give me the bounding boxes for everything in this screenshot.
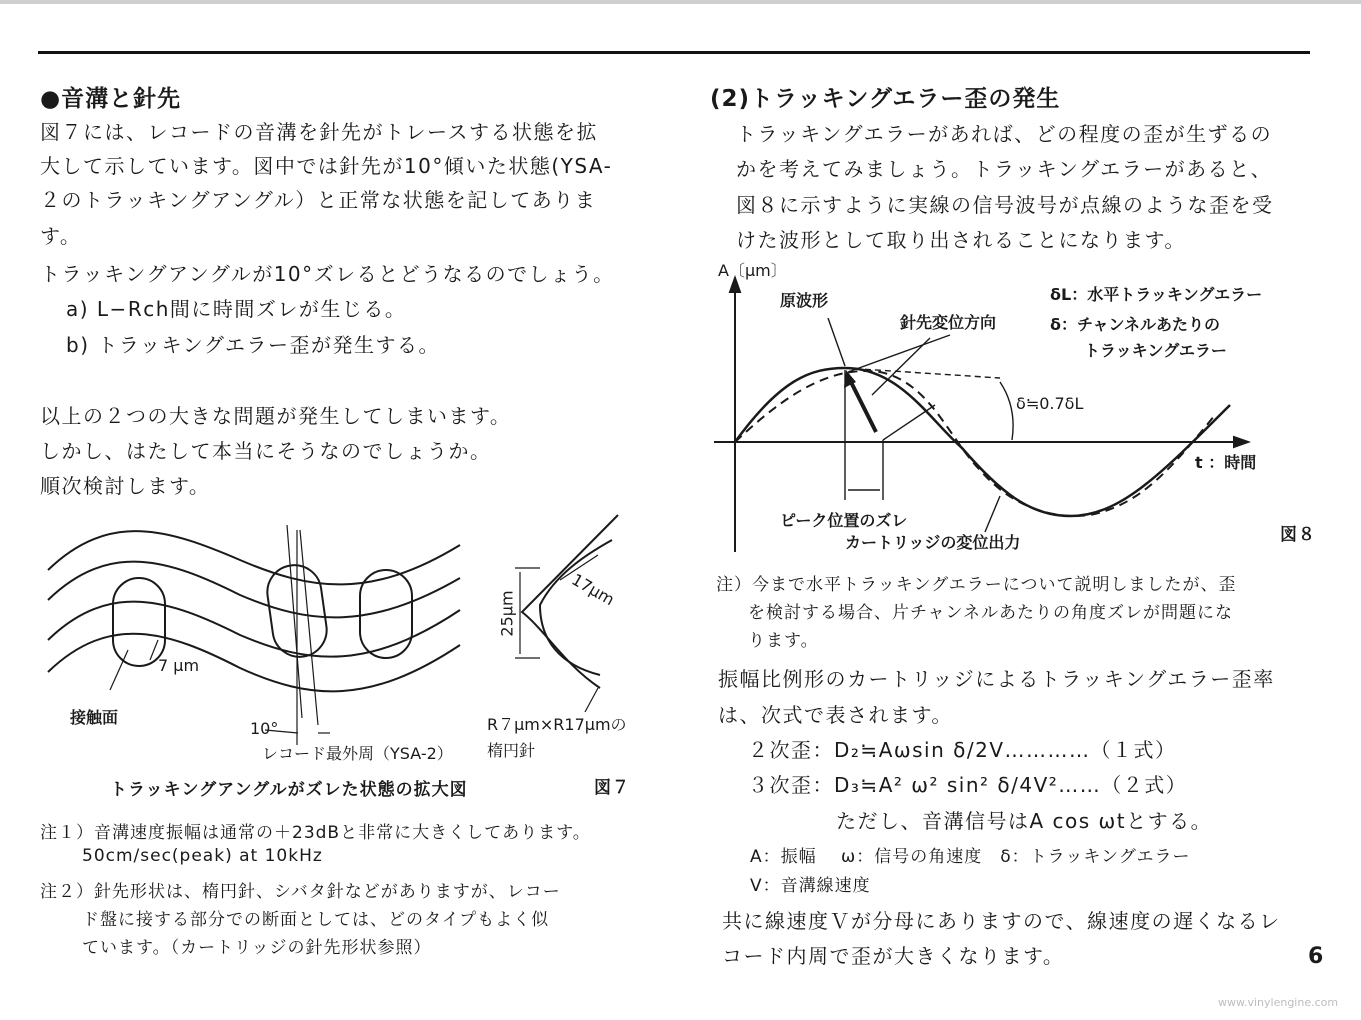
- right-body-line: コード内周で歪が大きくなります。: [722, 944, 1065, 968]
- label-7um: 7 μm: [158, 656, 200, 675]
- label-10deg: 10°: [250, 719, 279, 738]
- formula-1: ２次歪：D₂≒Aωsin δ/2V…………（１式）: [748, 738, 1177, 762]
- note-line: 注）今まで水平トラッキングエラーについて説明しましたが、歪: [716, 575, 1237, 595]
- legend-entry: δ：チャンネルあたりの: [1050, 315, 1221, 334]
- note-line: を検討する場合、片チャンネルあたりの角度ズレが問題にな: [748, 603, 1233, 623]
- right-body-line: 図８に示すように実線の信号波号が点線のような歪を受: [736, 193, 1274, 217]
- pointer-line: [872, 338, 930, 395]
- footnote: 50cm/sec(peak) at 10kHz: [82, 846, 323, 866]
- label-cartridge-output: カートリッジの変位出力: [845, 533, 1021, 552]
- label-stylus-size: R７μm×R17μmの: [487, 715, 627, 734]
- figure-7-number: 図７: [594, 778, 630, 798]
- variable-definitions: V：音溝線速度: [750, 876, 871, 896]
- stylus-curve: [540, 540, 612, 675]
- label-peak-shift: ピーク位置のズレ: [780, 511, 908, 530]
- left-body-line: 大して示しています。図中では針先が10°傾いた状態(YSA-: [40, 154, 613, 178]
- note-line: ります。: [748, 631, 819, 651]
- right-body-line: 振幅比例形のカートリッジによるトラッキングエラー歪率: [718, 667, 1275, 691]
- label-17um: 17μm: [568, 569, 618, 610]
- figure-7-caption: トラッキングアングルがズレた状態の拡大図: [110, 780, 468, 800]
- right-body-line: けた波形として取り出されることになります。: [736, 228, 1186, 252]
- tangent-line: [845, 368, 1000, 378]
- formula-note: ただし、音溝信号はA cos ωtとする。: [836, 809, 1213, 833]
- left-heading: ●音溝と針先: [40, 86, 182, 112]
- watermark: www.vinylengine.com: [1218, 996, 1339, 1009]
- formula-2: ３次歪：D₃≒A² ω² sin² δ/4V²……（２式）: [748, 773, 1188, 797]
- right-body-line: かを考えてみましょう。トラッキングエラーがあると、: [736, 157, 1273, 181]
- footnote: 注２）針先形状は、楕円針、シバタ針などがありますが、レコー: [40, 882, 561, 902]
- right-body-line: 共に線速度Ｖが分母にありますので、線速度の遅くなるレ: [722, 909, 1281, 933]
- right-body-line: トラッキングエラーがあれば、どの程度の歪が生ずるの: [736, 122, 1273, 146]
- delta-angle-arc: [1000, 382, 1013, 440]
- label-stylus-direction: 針先変位方向: [900, 313, 997, 332]
- direction-line: [848, 335, 950, 372]
- x-axis-label: t ：時間: [1195, 453, 1257, 472]
- label-elliptical: 楕円針: [487, 741, 536, 760]
- page-number: 6: [1308, 944, 1324, 969]
- pointer-line: [585, 688, 598, 712]
- variable-definitions: A：振幅 ω：信号の角速度 δ：トラッキングエラー: [750, 847, 1191, 867]
- label-original-wave: 原波形: [780, 291, 829, 310]
- left-body-line: す。: [40, 224, 82, 248]
- left-body-line: ２のトラッキングアングル）と正常な状態を記してありま: [40, 188, 597, 212]
- direction-line: [883, 405, 935, 440]
- left-body-line: 順次検討します。: [40, 474, 211, 498]
- pointer-line: [985, 496, 1000, 532]
- right-body-line: は、次式で表されます。: [718, 703, 953, 727]
- x-axis-arrow: [1234, 437, 1248, 447]
- left-body-line: 図７には、レコードの音溝を針先がトレースする状態を拡: [40, 120, 598, 144]
- footnote: ド盤に接する部分での断面としては、どのタイプもよく似: [82, 910, 550, 930]
- label-record-outer: レコード最外周（YSA-2）: [262, 744, 453, 763]
- right-heading: (2)トラッキングエラー歪の発生: [710, 86, 1061, 112]
- label-delta: δ≒0.7δL: [1016, 394, 1084, 413]
- left-body-line: トラッキングアングルが10°ズレるとどうなるのでしょう。: [40, 262, 615, 286]
- legend-entry: δL：水平トラッキングエラー: [1050, 285, 1263, 304]
- list-item: b) トラッキングエラー歪が発生する。: [66, 333, 440, 357]
- left-body-line: 以上の２つの大きな問題が発生してしまいます。: [40, 404, 512, 428]
- footnote: 注１）音溝速度振幅は通常の＋23dBと非常に大きくしてあります。: [40, 823, 591, 843]
- list-item: a) L−Rch間に時間ズレが生じる。: [66, 297, 407, 321]
- left-body-line: しかし、はたして本当にそうなのでしょうか。: [40, 439, 492, 463]
- legend-entry: トラッキングエラー: [1084, 341, 1227, 360]
- label-contact-surface: 接触面: [70, 708, 119, 727]
- y-axis-label: A〔μm〕: [718, 261, 787, 280]
- stylus-displacement-arrow: [848, 376, 876, 432]
- footnote: ています。（カートリッジの針先形状参照）: [82, 938, 432, 958]
- label-25um: 25μm: [497, 590, 517, 637]
- figure-8-number: 図８: [1280, 525, 1316, 545]
- pointer-line: [828, 318, 845, 366]
- cartridge-output-wave: [735, 371, 1215, 516]
